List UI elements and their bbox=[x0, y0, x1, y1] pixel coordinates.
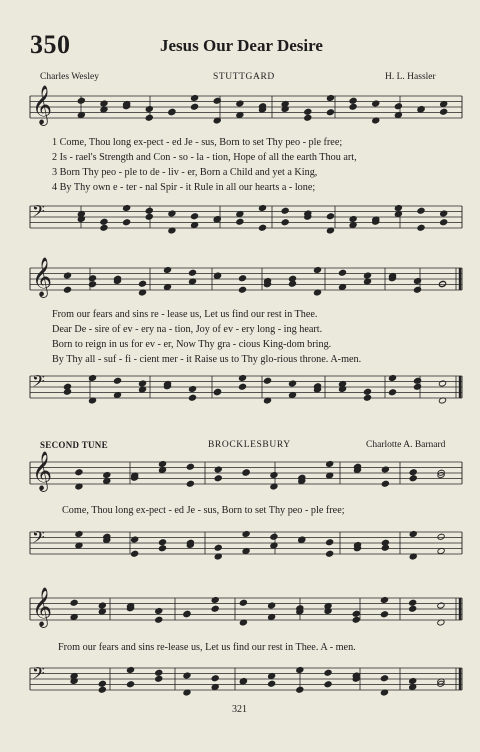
note-head bbox=[126, 666, 134, 673]
note-head bbox=[409, 530, 417, 537]
bass-clef-icon: 𝄢 bbox=[32, 527, 45, 551]
note-head bbox=[258, 204, 266, 211]
note-head bbox=[380, 675, 388, 682]
note-head bbox=[155, 675, 163, 682]
second-tune-lyric-2: From our fears and sins re-lease us, Let us find our rest in Thee. A - men. bbox=[58, 642, 356, 653]
note-head bbox=[349, 215, 357, 222]
note-head bbox=[409, 677, 417, 684]
note-head bbox=[409, 605, 417, 612]
second-tune-lyric-1: Come, Thou long ex-pect - ed Je - sus, Born to set Thy peo - ple free; bbox=[62, 505, 345, 516]
note-head bbox=[268, 602, 276, 609]
note-head bbox=[239, 599, 247, 606]
note-head bbox=[236, 218, 244, 225]
verse-3-line-2: Born to reign in us for ev - er, Now Thy gra - cious King-dom bring. bbox=[52, 339, 332, 350]
note-head bbox=[63, 286, 71, 293]
note-head bbox=[63, 272, 71, 279]
note-head bbox=[440, 219, 448, 226]
note-head bbox=[268, 680, 276, 687]
note-head bbox=[211, 675, 219, 682]
note-head bbox=[158, 545, 166, 552]
note-head bbox=[417, 207, 425, 214]
note-head bbox=[191, 103, 199, 110]
note-head bbox=[409, 469, 417, 476]
note-head bbox=[103, 471, 111, 478]
note-head bbox=[98, 680, 106, 687]
note-head bbox=[75, 469, 83, 476]
note-head bbox=[417, 224, 425, 231]
note-head bbox=[326, 550, 334, 557]
verse-4-line-2: By Thy all - suf - fi - cient mer - it Raise us to Thy glo-rious throne. A-men. bbox=[52, 354, 362, 365]
note-head bbox=[349, 103, 357, 110]
treble-clef-icon: 𝄞 bbox=[32, 451, 53, 491]
note-head bbox=[75, 530, 83, 537]
note-head bbox=[281, 207, 289, 214]
note-head bbox=[100, 218, 108, 225]
note-head bbox=[163, 266, 171, 273]
note-head bbox=[188, 394, 196, 401]
verse-1-line-1: 1 Come, Thou long ex-pect - ed Je - sus, Born to set Thy peo - ple free; bbox=[52, 137, 343, 148]
hymn-number: 350 bbox=[30, 30, 71, 59]
verse-2-line-2: Dear De - sire of ev - ery na - tion, Joy of ev - ery long - ing heart. bbox=[52, 324, 323, 335]
note-head bbox=[211, 605, 219, 612]
page-number: 321 bbox=[232, 704, 247, 715]
verse-2-line-1: 2 Is - rael's Strength and Con - so - la - tion, Hope of all the earth Thou art, bbox=[52, 152, 357, 163]
note-head bbox=[409, 475, 417, 482]
note-head bbox=[88, 374, 96, 381]
note-head bbox=[263, 377, 271, 384]
note-head bbox=[394, 204, 402, 211]
note-head bbox=[363, 388, 371, 395]
note-head bbox=[394, 103, 402, 110]
note-head bbox=[288, 380, 296, 387]
note-head bbox=[381, 480, 389, 487]
note-head bbox=[349, 97, 357, 104]
composer-credit: H. L. Hassler bbox=[385, 72, 436, 82]
note-head bbox=[326, 213, 334, 220]
note-head bbox=[372, 100, 380, 107]
note-head bbox=[363, 394, 371, 401]
note-head bbox=[380, 596, 388, 603]
note-head bbox=[123, 204, 131, 211]
note-head bbox=[381, 466, 389, 473]
note-head bbox=[352, 616, 360, 623]
verse-3-line-1: 3 Born Thy peo - ple to de - liv - er, Born a Child and yet a King, bbox=[52, 167, 318, 178]
note-head bbox=[138, 380, 146, 387]
note-head bbox=[238, 374, 246, 381]
note-head bbox=[191, 94, 199, 101]
note-head bbox=[113, 377, 121, 384]
note-head bbox=[214, 544, 222, 551]
note-head bbox=[214, 475, 222, 482]
note-head bbox=[324, 669, 332, 676]
note-head bbox=[438, 380, 446, 387]
note-head bbox=[363, 272, 371, 279]
note-head bbox=[270, 471, 278, 478]
note-head bbox=[155, 616, 163, 623]
note-head bbox=[98, 686, 106, 693]
note-head bbox=[313, 266, 321, 273]
note-head bbox=[158, 539, 166, 546]
note-head bbox=[138, 280, 146, 287]
note-head bbox=[238, 286, 246, 293]
note-head bbox=[380, 611, 388, 618]
note-head bbox=[145, 207, 153, 214]
second-composer-credit: Charlotte A. Barnard bbox=[366, 440, 446, 450]
note-head bbox=[242, 530, 250, 537]
bass-clef-icon: 𝄢 bbox=[32, 371, 45, 395]
note-head bbox=[98, 602, 106, 609]
note-head bbox=[186, 463, 194, 470]
note-head bbox=[281, 219, 289, 226]
note-head bbox=[236, 100, 244, 107]
note-head bbox=[326, 109, 334, 116]
note-head bbox=[158, 460, 166, 467]
verse-1-line-2: From our fears and sins re - lease us, Let us find our rest in Thee. bbox=[52, 309, 318, 320]
author-credit: Charles Wesley bbox=[40, 72, 99, 82]
tune-name: STUTTGARD bbox=[213, 72, 275, 82]
note-head bbox=[238, 383, 246, 390]
note-head bbox=[388, 374, 396, 381]
note-head bbox=[155, 669, 163, 676]
verse-4-line-1: 4 By Thy own e - ter - nal Spir - it Rule in all our hearts a - lone; bbox=[52, 182, 316, 193]
note-head bbox=[70, 599, 78, 606]
note-head bbox=[155, 607, 163, 614]
note-head bbox=[437, 533, 445, 540]
note-head bbox=[188, 269, 196, 276]
note-head bbox=[186, 480, 194, 487]
note-head bbox=[388, 389, 396, 396]
note-head bbox=[324, 681, 332, 688]
note-head bbox=[214, 466, 222, 473]
note-head bbox=[77, 97, 85, 104]
note-head bbox=[413, 286, 421, 293]
bass-clef-icon: 𝄢 bbox=[32, 663, 45, 687]
note-head bbox=[183, 672, 191, 679]
note-head bbox=[131, 550, 139, 557]
note-head bbox=[145, 105, 153, 112]
note-head bbox=[296, 686, 304, 693]
note-head bbox=[440, 210, 448, 217]
note-head bbox=[126, 681, 134, 688]
note-head bbox=[145, 114, 153, 121]
note-head bbox=[191, 213, 199, 220]
treble-clef-icon: 𝄞 bbox=[32, 85, 53, 125]
treble-clef-icon: 𝄞 bbox=[32, 587, 53, 627]
note-head bbox=[409, 599, 417, 606]
note-head bbox=[270, 533, 278, 540]
note-head bbox=[238, 275, 246, 282]
hymn-title: Jesus Our Dear Desire bbox=[160, 36, 323, 55]
note-head bbox=[213, 389, 221, 396]
note-head bbox=[338, 269, 346, 276]
note-head bbox=[242, 469, 250, 476]
note-head bbox=[352, 610, 360, 617]
note-head bbox=[296, 666, 304, 673]
note-head bbox=[304, 114, 312, 121]
note-head bbox=[440, 108, 448, 115]
note-head bbox=[145, 213, 153, 220]
note-head bbox=[123, 219, 131, 226]
note-head bbox=[211, 596, 219, 603]
note-head bbox=[100, 224, 108, 231]
treble-clef-icon: 𝄞 bbox=[32, 257, 53, 297]
note-head bbox=[100, 100, 108, 107]
note-head bbox=[131, 536, 139, 543]
note-head bbox=[326, 460, 334, 467]
bass-clef-icon: 𝄢 bbox=[32, 201, 45, 225]
second-tune-name: BROCKLESBURY bbox=[208, 440, 291, 450]
note-head bbox=[437, 602, 445, 609]
note-head bbox=[326, 94, 334, 101]
note-head bbox=[188, 385, 196, 392]
note-head bbox=[326, 539, 334, 546]
second-tune-label: SECOND TUNE bbox=[40, 440, 108, 450]
note-head bbox=[304, 108, 312, 115]
note-head bbox=[168, 109, 176, 116]
note-head bbox=[183, 611, 191, 618]
note-head bbox=[258, 224, 266, 231]
note-head bbox=[168, 210, 176, 217]
